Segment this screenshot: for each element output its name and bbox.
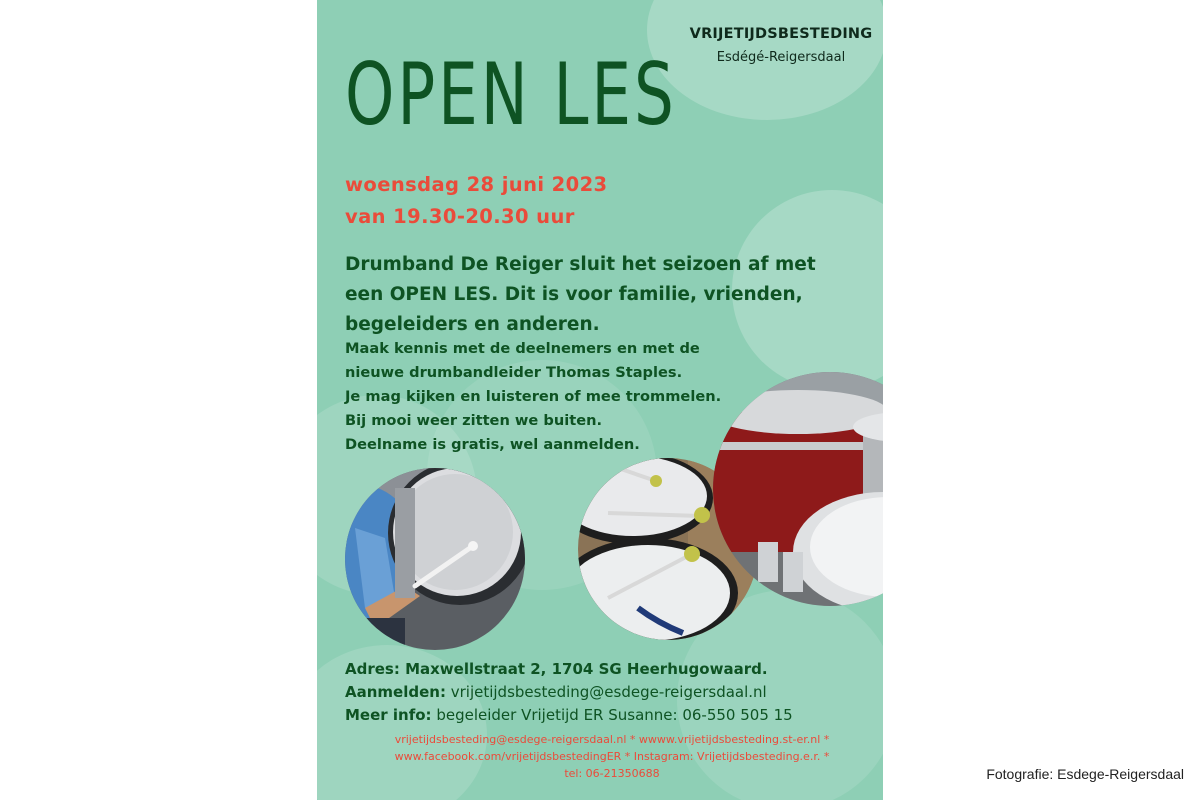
intro-line: een OPEN LES. Dit is voor familie, vrienden, — [345, 284, 803, 305]
info-label: Meer info: — [345, 706, 432, 724]
intro-line: begeleiders en anderen. — [345, 314, 600, 335]
contact-block — [345, 658, 875, 727]
register-email: vrijetijdsbesteding@esdege-reigersdaal.nl — [450, 683, 767, 701]
footer-line: vrijetijdsbesteding@esdege-reigersdaal.nl * wwww.vrijetijdsbesteding.st-er.nl * — [394, 733, 830, 746]
info-value: begeleider Vrijetijd ER Susanne: 06-550 505 15 — [436, 706, 793, 724]
footer-line: www.facebook.com/vrijetijdsbestedingER * Instagram: Vrijetijdsbesteding.e.r. * — [394, 750, 830, 763]
detail-line: nieuwe drumbandleider Thomas Staples. — [345, 364, 683, 381]
detail-line: Deelname is gratis, wel aanmelden. — [345, 436, 640, 453]
address-line: Adres: Maxwellstraat 2, 1704 SG Heerhugowaard. — [345, 660, 768, 678]
footer-line: tel: 06-21350688 — [564, 767, 660, 780]
organisation-name: VRIJETIJDSBESTEDING — [689, 26, 873, 42]
footer-links — [347, 731, 877, 782]
drummer-photo — [345, 468, 525, 650]
event-date: woensdag 28 juni 2023 — [345, 173, 608, 196]
event-time: van 19.30-20.30 uur — [345, 205, 575, 228]
photo-credit: Fotografie: Esdege-Reigersdaal — [986, 766, 1184, 782]
intro-text — [345, 250, 865, 340]
detail-line: Je mag kijken en luisteren of mee trommelen. — [345, 388, 722, 405]
flyer-poster — [317, 0, 883, 800]
info-line — [345, 704, 875, 727]
organisation-location: Esdégé-Reigersdaal — [716, 50, 846, 65]
register-label: Aanmelden: — [345, 683, 446, 701]
headline: OPEN LES — [345, 45, 677, 145]
intro-line: Drumband De Reiger sluit het seizoen af met — [345, 254, 816, 275]
detail-line: Bij mooi weer zitten we buiten. — [345, 412, 603, 429]
detail-line: Maak kennis met de deelnemers en met de — [345, 340, 700, 357]
register-line — [345, 681, 875, 704]
